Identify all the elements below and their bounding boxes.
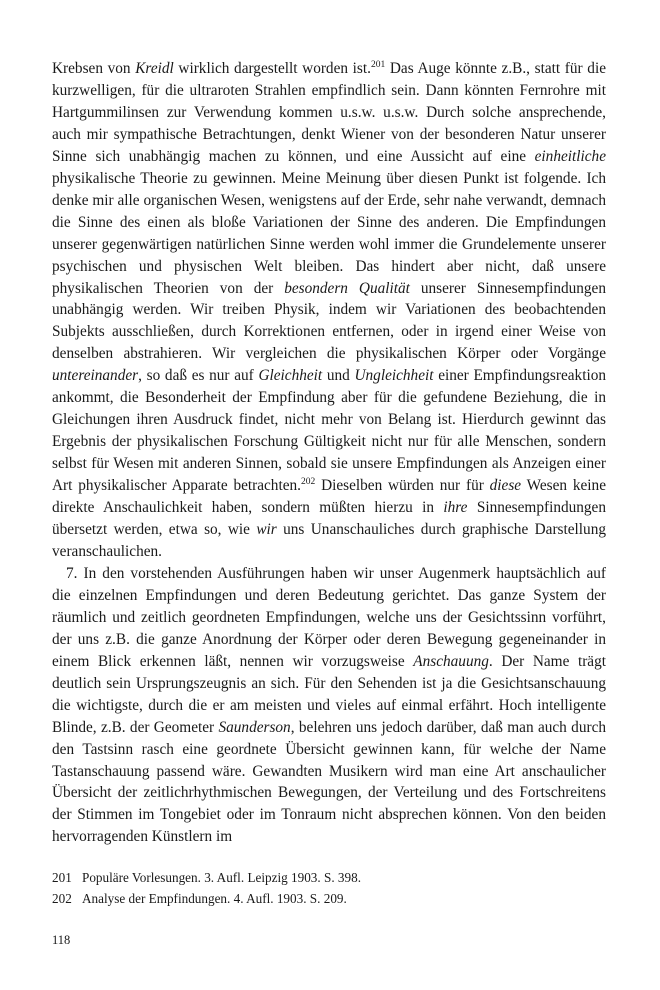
emphasis-einheitliche: einheitliche bbox=[534, 147, 606, 165]
emphasis-ungleichheit: Ungleichheit bbox=[354, 367, 434, 385]
text-run: , so daß es nur auf bbox=[138, 367, 259, 385]
footnote-201 bbox=[52, 867, 606, 888]
main-text bbox=[52, 58, 606, 848]
emphasis-wir: wir bbox=[256, 521, 277, 539]
text-run: . Der Name trägt deutlich sein Ursprungszeugnis an sich. Für den Sehenden ist ja die Gesichtsanschauung die wichtigste, durch die er am meisten und vieles auf einmal erfährt. Hoch intelligente Blinde, z.B. der Geometer bbox=[52, 652, 606, 736]
text-run: und bbox=[322, 367, 355, 385]
footnote-202 bbox=[52, 888, 606, 909]
footnote-text: Populäre Vorlesungen. 3. Aufl. Leipzig 1903. S. 398. bbox=[82, 870, 361, 885]
text-run: physikalische Theorie zu gewinnen. Meine Meinung über diesen Punkt ist folgende. Ich denke mir alle organischen Wesen, wenigstens auf der Erde, sehr nahe verwandt, demnach die Sinne des einen als bloße Variationen der Sinne des anderen. Die Empfindungen unserer gegenwärtigen natürlichen Sinne werden wohl immer die Grundelemente unserer psychischen und physischen Welt bleiben. Das hindert aber nicht, daß unsere physikalischen Theorien von der bbox=[52, 169, 606, 297]
emphasis-saunderson: Saunderson bbox=[218, 718, 291, 736]
emphasis-diese: diese bbox=[489, 477, 522, 495]
page-number: 118 bbox=[52, 933, 71, 947]
emphasis-gleichheit: Gleichheit bbox=[258, 367, 323, 385]
text-run: Dieselben würden nur für bbox=[315, 477, 490, 495]
emphasis-kreidl: Kreidl bbox=[135, 60, 174, 77]
text-run: , belehren uns jedoch darüber, daß man auch durch den Tastsinn rasch eine geordnete Übersicht gewinnen kann, für welche der Name Tastanschauung passend wäre. Gewandten Musikern wird man eine Art anschaulicher Übersicht der zeitlichrhythmischen Bewegungen, der Verteilung und des Fortschreitens der Stimmen im Tongebiet oder im Tonraum nicht absprechen können. Von den beiden hervorragenden Künstlern im bbox=[52, 718, 607, 846]
paragraph-continued bbox=[52, 58, 606, 563]
footnote-text: Analyse der Empfindungen. 4. Aufl. 1903. S. 209. bbox=[82, 891, 347, 906]
text-run: Krebsen von bbox=[52, 60, 136, 77]
footnote-number: 202 bbox=[52, 891, 72, 906]
text-run: Wesen keine direkte Anschaulichkeit haben, sondern müßten hierzu in bbox=[52, 477, 606, 517]
footnotes bbox=[52, 867, 606, 909]
footnote-ref-201: 201 bbox=[370, 60, 386, 70]
text-run: wirklich dargestellt worden ist. bbox=[173, 60, 371, 77]
text-run: Sinnesempfindungen übersetzt werden, etwa so, wie bbox=[52, 499, 606, 539]
text-run: uns Unanschauliches durch graphische Darstellung veranschaulichen. bbox=[52, 521, 606, 560]
footnote-number: 201 bbox=[52, 870, 72, 885]
text-run: Das Auge könnte z.B., statt für die kurzwelligen, für die ultraroten Strahlen empfindlich sein. Dann könnten Fernrohre mit Hartgummilinsen zur Verwendung kommen u.s.w. u.s.w. Durch solche ansprechende, auch mir sympathische Betrachtungen, denkt Wiener von der besonderen Natur unserer Sinne sich unabhängig machen zu können, und eine Aussicht auf eine bbox=[52, 60, 606, 165]
emphasis-untereinander: untereinander bbox=[52, 367, 139, 385]
emphasis-anschauung: Anschauung bbox=[413, 652, 489, 670]
text-run: 7. In den vorstehenden Ausführungen haben wir unser Augenmerk hauptsächlich auf die einzelnen Empfindungen und deren Bedeutung gerichtet. Das ganze System der räumlich und zeitlich geordneten Empfindungen, welche uns der Gesichtssinn vorführt, der uns z.B. die ganze Anordnung der Körper oder deren Bewegung gegeneinander in einem Blick erkennen läßt, nennen wir vorzugsweise bbox=[52, 564, 606, 670]
text-run: einer Empfindungsreaktion ankommt, die Besonderheit der Empfindung aber für die gefundene Beziehung, die in Gleichungen ihren Ausdruck findet, nicht mehr von Belang ist. Hierdurch gewinnt das Ergebnis der physikalischen Forschung Gültigkeit nicht nur für alle Menschen, sondern selbst für Wesen mit anderen Sinnen, sobald sie unsere Empfindungen als Anzeigen einer Art physikalischer Apparate betrachten. bbox=[52, 367, 606, 495]
footnote-ref-202: 202 bbox=[300, 477, 316, 488]
text-run: unserer Sinnesempfindungen unabhängig werden. Wir treiben Physik, indem wir Variationen des beobachtenden Subjekts ausschließen, durch Korrektionen entfernen, oder in irgend einer Weise von denselben abstrahieren. Wir vergleichen die physikalischen Körper oder Vorgänge bbox=[52, 279, 606, 363]
emphasis-besondern-qualitaet: besondern Qualität bbox=[284, 279, 410, 297]
emphasis-ihre: ihre bbox=[443, 499, 468, 517]
paragraph-section-7 bbox=[52, 563, 606, 848]
